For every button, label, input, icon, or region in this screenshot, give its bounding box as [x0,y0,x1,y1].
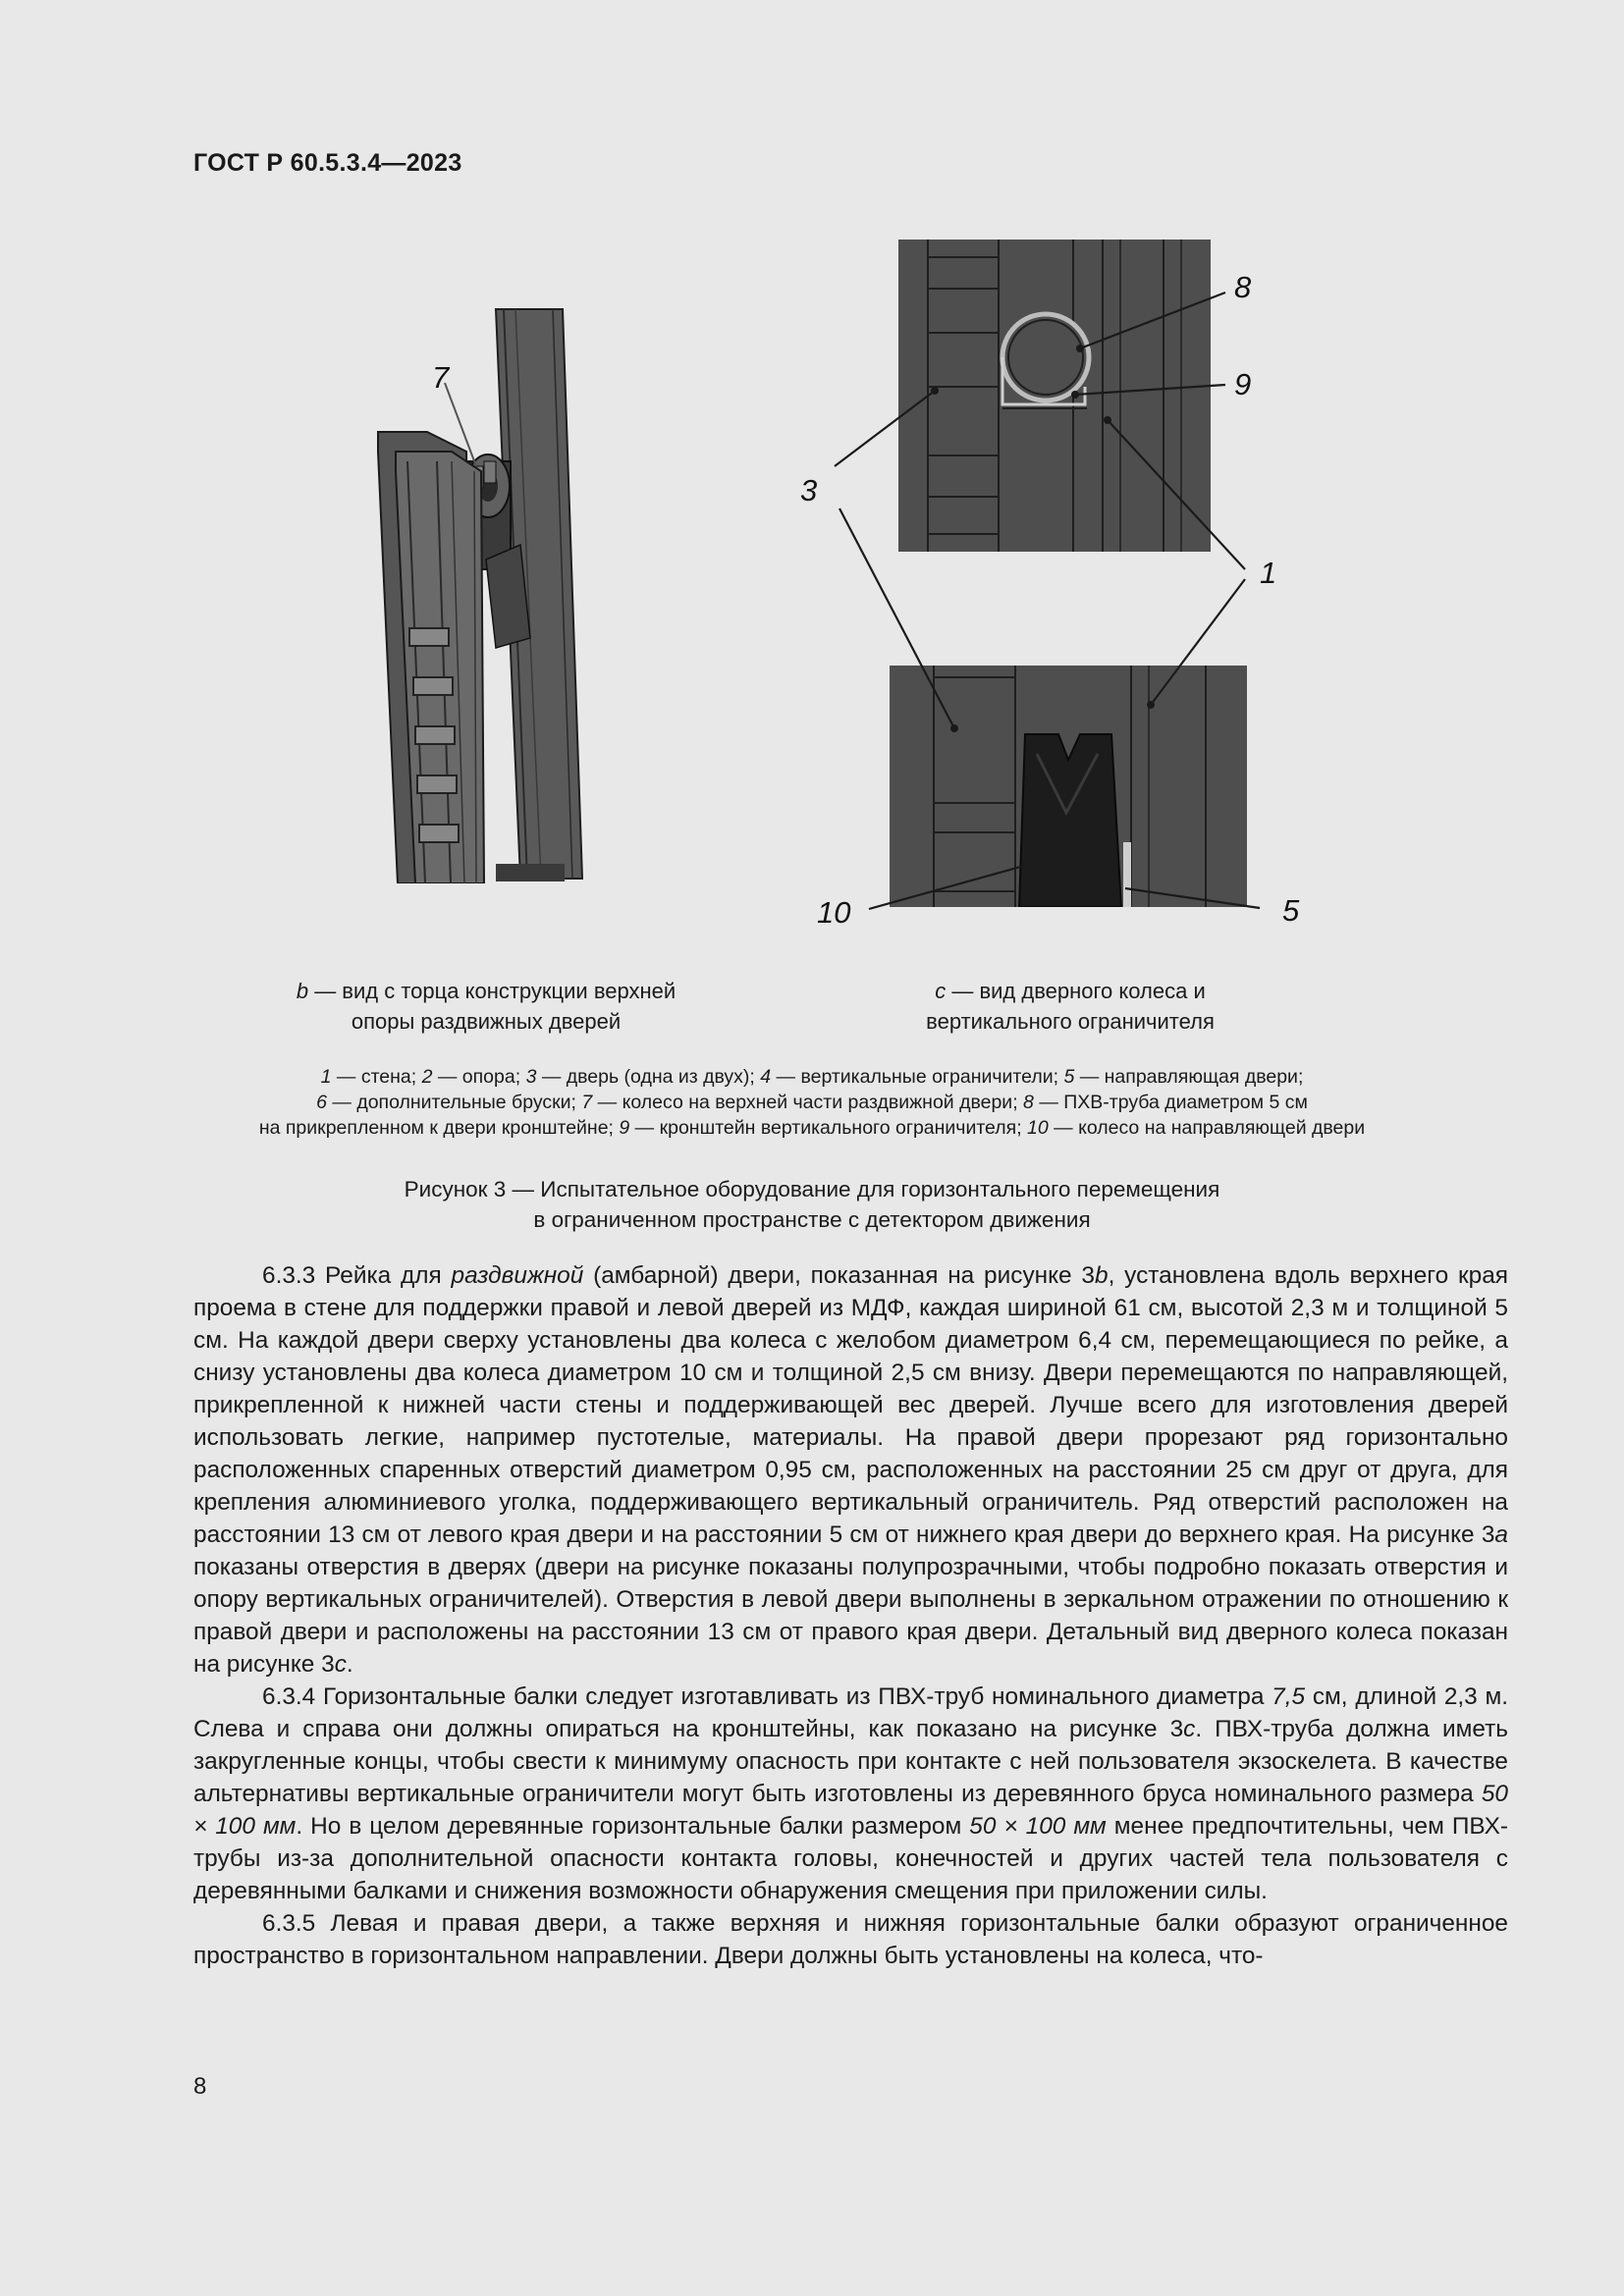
legend-text: — колесо на направляющей двери [1048,1117,1366,1139]
callout-9: 9 [1234,367,1252,401]
subcaption-c-line1: — вид дверного колеса и [946,979,1206,1003]
legend-text: на прикрепленном к двери кронштейне; [258,1117,620,1139]
body-text [193,1259,1508,1972]
text-run: . ПВХ-труба должна иметь закругленные концы, чтобы свести к минимуму опасность при контакте с ней пользователя экзоскелета. В качестве альтернативы вертикальные ограничители могут быть изготовлены из деревянного бруса номинального размера [193,1716,1508,1807]
text-run-italic: 50 × 100 мм [193,1781,1508,1840]
text-run: 6.3.3 Рейка для [262,1262,452,1289]
text-run: . [346,1651,353,1678]
legend-num: 5 [1063,1066,1075,1088]
paragraph-6-3-4 [193,1681,1508,1907]
document-header: ГОСТ Р 60.5.3.4—2023 [193,149,462,177]
legend-text: — направляющая двери; [1074,1066,1304,1088]
paragraph-6-3-3 [193,1259,1508,1681]
legend-num: 7 [581,1092,593,1113]
subcaption-b-line1: — вид с торца конструкции верхней [308,979,677,1003]
text-run: см, длиной 2,3 м. Слева и справа они должны опираться на кронштейны, как показано на рисунке 3 [193,1683,1509,1742]
text-run-italic: c [334,1651,347,1678]
text-run: , установлена вдоль верхнего края проема в стене для поддержки правой и левой дверей из МДФ, каждая шириной 61 см, высотой 2,3 м и толщиной 5 см. На каждой двери сверху установлены два колеса с желобом диаметром 6,4 см, перемещающиеся по рейке, а снизу установлены два колеса диаметром 10 см и толщиной 2,5 см внизу. Двери перемещаются по направляющей, прикрепленной к нижней части стены и поддерживающей вес дверей. Лучше всего для изготовления дверей использовать легкие, например пустотелые, материалы. На правой двери прорезают ряд горизонтально расположенных спаренных отверстий диаметром 0,95 см, расположенных на расстоянии 25 см друг от друга, для крепления алюминиевого уголка, поддерживающего вертикальный ограничитель. Ряд отверстий расположен на расстоянии 13 см от левого края двери и на расстоянии 5 см от нижнего края двери до верхнего края. На рисунке 3 [193,1262,1509,1548]
text-run-italic: 7,5 [1272,1683,1306,1710]
text-run: . Но в целом деревянные горизонтальные балки размером [296,1813,970,1840]
legend-num: 9 [619,1117,630,1139]
subcaption-b-letter: b [296,979,309,1003]
legend-num: 1 [320,1066,332,1088]
subcaption-c [815,976,1326,1037]
legend-num: 6 [316,1092,327,1113]
subcaption-c-letter: c [935,979,947,1003]
legend-num: 2 [421,1066,433,1088]
text-run: 6.3.4 Горизонтальные балки следует изготавливать из ПВХ-труб номинального диаметра [262,1683,1272,1710]
text-run: менее предпочтительны, чем ПВХ-трубы из-за дополнительной опасности контакта головы, конечностей и других частей тела пользователя с деревянными балками и снижения возможности обнаружения смещения при приложении силы. [193,1813,1508,1904]
text-run: (амбарной) двери, показанная на рисунке 3 [583,1262,1095,1289]
callout-10: 10 [817,895,851,930]
callout-7: 7 [432,360,450,395]
callout-5: 5 [1282,893,1300,928]
legend-text: — вертикальные ограничители; [771,1066,1064,1088]
legend-text: — ПХВ-труба диаметром 5 см [1033,1092,1308,1113]
callout-8: 8 [1234,270,1252,304]
text-run-italic: b [1095,1262,1109,1289]
legend-text: — кронштейн вертикального ограничителя; [629,1117,1028,1139]
legend-text: — опора; [432,1066,526,1088]
figure-legend [196,1064,1428,1141]
subcaption-b-line2: опоры раздвижных дверей [351,1009,622,1034]
subcaption-c-line2: вертикального ограничителя [926,1009,1215,1034]
text-run-italic: c [1183,1716,1196,1742]
text-run-italic: 50 × 100 мм [969,1813,1107,1840]
legend-num: 3 [525,1066,537,1088]
subcaption-b [226,976,746,1037]
figure-title [295,1174,1329,1235]
callout-3: 3 [800,473,818,507]
legend-num: 8 [1023,1092,1034,1113]
paragraph-6-3-5: 6.3.5 Левая и правая двери, а также верхняя и нижняя горизонтальные балки образуют ограниченное пространство в горизонтальном направлении. Двери должны быть установлены на колеса, что- [193,1910,1508,1969]
legend-num: 10 [1027,1117,1049,1139]
text-run: показаны отверстия в дверях (двери на рисунке показаны полупрозрачными, чтобы подробно показать отверстия и опору вертикальных ограничителей). Отверстия в левой двери выполнены в зеркальном отражении по отношению к правой двери и расположены на расстоянии 13 см от правого края двери. Детальный вид дверного колеса показан на рисунке 3 [193,1554,1508,1678]
page-number: 8 [193,2073,207,2100]
text-run-italic: раздвижной [451,1262,584,1289]
legend-num: 4 [760,1066,772,1088]
legend-text: — дополнительные бруски; [326,1092,582,1113]
callout-1: 1 [1260,556,1277,590]
figure-title-line2: в ограниченном пространстве с детектором движения [533,1207,1091,1232]
legend-text: — дверь (одна из двух); [536,1066,761,1088]
figure-title-line1: Рисунок 3 — Испытательное оборудование для горизонтального перемещения [404,1177,1220,1201]
text-run-italic: a [1494,1522,1508,1548]
legend-text: — колесо на верхней части раздвижной двери; [592,1092,1024,1113]
legend-text: — стена; [331,1066,422,1088]
